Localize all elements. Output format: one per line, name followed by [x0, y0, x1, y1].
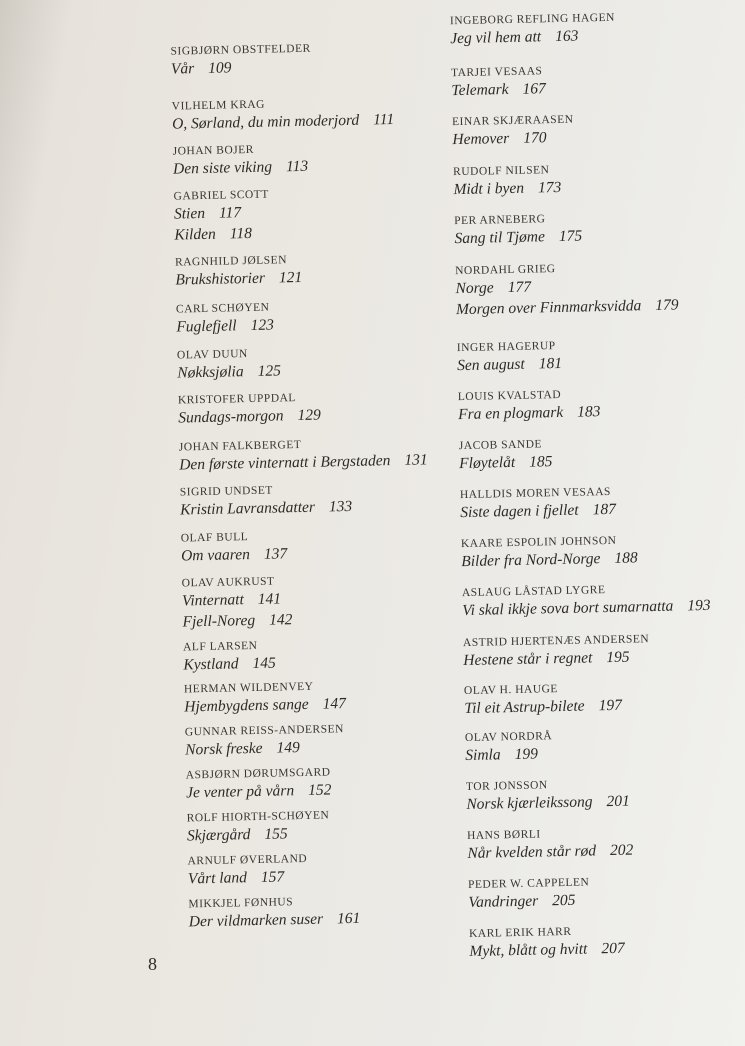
author-name: RUDOLF NILSEN — [452, 164, 550, 179]
poem-title — [468, 889, 590, 913]
poem-page-number: 205 — [551, 891, 576, 910]
poem-title-text: O, Sørland, du min moderjord — [171, 111, 360, 133]
poem-page-number: 185 — [528, 453, 553, 471]
toc-entry — [454, 211, 582, 249]
author-name: OLAV AUKRUST — [181, 575, 275, 590]
author-name: VILHELM KRAG — [171, 98, 266, 113]
author-name: JOHAN BOJER — [172, 143, 255, 158]
author-name: EINAR SKJÆRAASEN — [451, 113, 574, 129]
poem-page-number: 179 — [655, 296, 679, 314]
author-name: ALF LARSEN — [182, 639, 258, 654]
toc-entry — [466, 777, 630, 815]
poem-title — [456, 294, 679, 320]
poem-page-number: 157 — [260, 868, 285, 886]
poem-title-text: Fra en plogmark — [458, 403, 564, 424]
poem-page-number: 175 — [558, 227, 583, 245]
author-name: INGEBORG REFLING HAGEN — [449, 11, 616, 28]
author-name: RAGNHILD JØLSEN — [174, 254, 288, 269]
author-name: MIKKJEL FØNHUS — [188, 896, 294, 911]
poem-title-text: Siste dagen i fjellet — [460, 501, 579, 522]
poem-page-number: 147 — [322, 695, 347, 713]
author-name: KRISTOFER UPPDAL — [177, 392, 297, 407]
author-name: PEDER W. CAPPELEN — [467, 876, 590, 892]
toc-entry — [461, 533, 638, 572]
toc-entry — [464, 681, 622, 719]
poem-title-text: Fjell-Noreg — [182, 611, 256, 631]
toc-entry — [452, 113, 574, 151]
poem-title — [458, 401, 601, 425]
poem-title-text: Sundags-morgon — [178, 407, 284, 427]
poem-title-text: Jeg vil hem att — [450, 28, 542, 48]
poem-page-number: 173 — [537, 178, 562, 197]
author-name: JACOB SANDE — [458, 438, 543, 453]
author-name: ASLAUG LÅSTAD LYGRE — [461, 584, 606, 600]
poem-title-text: Bilder fra Nord-Norge — [461, 550, 601, 571]
poem-title-text: Nøkksjølia — [177, 363, 244, 382]
poem-page-number: 163 — [554, 27, 579, 45]
poem-title-text: Om vaaren — [180, 546, 251, 565]
author-name: ASTRID HJERTENÆS ANDERSEN — [462, 633, 650, 650]
poem-title-text: Vinternatt — [181, 591, 244, 610]
poem-page-number: 201 — [606, 792, 630, 811]
poem-title — [451, 78, 546, 101]
poem-title-text: Sang til Tjøme — [454, 228, 546, 248]
poem-page-number: 133 — [328, 497, 353, 516]
poem-title — [463, 646, 650, 671]
poem-page-number: 177 — [507, 278, 532, 297]
poem-title-text: Hestene står i regnet — [463, 649, 593, 670]
poem-title-text: Skjærgård — [186, 826, 251, 845]
toc-entry — [453, 163, 562, 200]
toc-entry — [451, 64, 546, 101]
poem-title — [452, 127, 574, 151]
author-name: NORDAHL GRIEG — [455, 263, 556, 278]
poem-page-number: 125 — [257, 362, 282, 380]
toc-entry — [459, 437, 553, 474]
author-name: LOUIS KVALSTAD — [457, 388, 562, 404]
poem-title-text: Morgen over Finnmarksvidda — [455, 297, 642, 319]
author-name: HERMAN WILDENVEY — [183, 680, 314, 696]
author-name: OLAV DUUN — [176, 348, 248, 362]
poem-page-number: 118 — [229, 224, 253, 243]
poem-title-text: Fløytelåt — [459, 453, 516, 473]
poem-title — [462, 595, 711, 621]
poem-page-number: 117 — [218, 204, 242, 222]
poem-page-number: 195 — [606, 648, 630, 667]
author-name: SIGBJØRN OBSTFELDER — [170, 42, 311, 58]
author-name: GUNNAR REISS-ANDERSEN — [184, 723, 344, 739]
poem-title-text: Kilden — [174, 225, 216, 244]
poem-title — [464, 695, 622, 719]
poem-title — [450, 25, 615, 49]
poem-page-number: 188 — [614, 549, 638, 567]
toc-entry — [462, 581, 711, 621]
poem-page-number: 155 — [264, 825, 288, 843]
toc-entry — [467, 826, 634, 864]
author-name: HALLDIS MOREN VESAAS — [459, 485, 611, 502]
toc-entry — [463, 632, 650, 671]
poem-title-text: Kristin Lavransdatter — [180, 498, 316, 519]
poem-page-number: 187 — [592, 500, 617, 519]
author-name: CARL SCHØYEN — [175, 301, 270, 316]
poem-page-number: 207 — [601, 939, 625, 958]
poem-page-number: 129 — [297, 406, 322, 425]
author-name: SIGRID UNDSET — [179, 484, 274, 499]
poem-page-number: 193 — [687, 596, 711, 615]
author-name: OLAV H. HAUGE — [463, 683, 559, 698]
toc-entry — [455, 259, 679, 320]
poem-title-text: Midt i byen — [453, 179, 525, 199]
poem-page-number: 170 — [523, 129, 547, 147]
author-name: ARNULF ØVERLAND — [187, 852, 308, 868]
poem-title-text: Norsk kjærleikssong — [466, 793, 593, 814]
poem-title — [465, 743, 553, 766]
poem-title — [454, 225, 582, 249]
poem-page-number: 111 — [373, 110, 395, 129]
poem-title-text: Vårt land — [187, 869, 248, 888]
page-number: 8 — [148, 954, 157, 974]
toc-entry — [457, 339, 563, 376]
poem-title-text: Kystland — [183, 655, 239, 674]
poem-title-text: Hemover — [452, 129, 510, 149]
poem-title-text: Telemark — [451, 80, 509, 100]
poem-title-text: Je venter på vårn — [185, 782, 295, 802]
poem-title-text: Vi skal ikkje sova bort sumarnatta — [462, 597, 674, 620]
poem-page-number: 123 — [250, 316, 275, 334]
poem-page-number: 183 — [577, 403, 601, 421]
poem-title-text: Når kvelden står rød — [467, 842, 597, 863]
poem-title-text: Den første vinternatt i Bergstaden — [179, 452, 391, 474]
poem-page-number: 197 — [598, 696, 623, 715]
toc-entry — [469, 924, 625, 962]
poem-title-text: Norsk freske — [185, 739, 263, 759]
author-name: OLAF BULL — [180, 531, 249, 545]
poem-title-text: Brukshistorier — [175, 269, 266, 289]
toc-entry — [465, 729, 553, 766]
poem-title — [461, 547, 638, 572]
poem-page-number: 161 — [336, 909, 361, 928]
poem-title-text: Stien — [173, 204, 206, 223]
author-name: PER ARNEBERG — [454, 213, 546, 228]
poem-title-text: Fuglefjell — [176, 317, 237, 336]
toc-entry — [468, 875, 590, 913]
author-name: JOHAN FALKBERGET — [178, 438, 302, 454]
poem-page-number: 181 — [538, 354, 563, 373]
poem-page-number: 202 — [609, 841, 634, 860]
poem-title-text: Mykt, blått og hvitt — [469, 940, 588, 960]
poem-title-text: Simla — [465, 746, 501, 765]
author-name: HANS BØRLI — [466, 828, 541, 843]
author-name: OLAV NORDRÅ — [464, 730, 553, 745]
poem-page-number: 199 — [514, 745, 539, 764]
poem-page-number: 113 — [285, 157, 309, 176]
toc-entry — [460, 485, 616, 523]
author-name: GABRIEL SCOTT — [173, 188, 269, 203]
poem-title-text: Den siste viking — [172, 158, 273, 178]
poem-title-text: Der vildmarken suser — [188, 910, 324, 931]
poem-title-text: Norge — [455, 279, 494, 298]
poem-title-text: Hjembygdens sange — [184, 695, 309, 716]
toc-entry — [458, 387, 601, 425]
poem-title-text: Sen august — [456, 355, 525, 375]
poem-title — [466, 791, 630, 815]
poem-page-number: 109 — [208, 59, 232, 77]
author-name: KAARE ESPOLIN JOHNSON — [460, 534, 617, 551]
poem-title — [459, 451, 553, 474]
author-name: TOR JONSSON — [465, 779, 548, 794]
poem-page-number: 131 — [404, 451, 428, 469]
poem-title — [467, 840, 633, 864]
poem-page-number: 167 — [522, 80, 546, 98]
toc-entry — [450, 11, 616, 49]
poem-page-number: 145 — [252, 654, 276, 673]
author-name: INGER HAGERUP — [456, 340, 556, 355]
poem-page-number: 152 — [307, 781, 332, 799]
author-name: TARJEI VESAAS — [450, 65, 543, 80]
poem-page-number: 137 — [263, 545, 288, 563]
poem-title-text: Til eit Astrup-bilete — [464, 697, 585, 718]
poem-title — [460, 499, 616, 523]
poem-title-text: Vår — [170, 60, 195, 78]
author-name: ASBJØRN DØRUMSGARD — [185, 766, 331, 782]
author-name: KARL ERIK HARR — [468, 925, 572, 940]
poem-title-text: Vandringer — [468, 892, 539, 912]
poem-page-number: 121 — [278, 268, 303, 287]
poem-title — [457, 353, 562, 376]
poem-page-number: 149 — [276, 739, 300, 757]
poem-title — [453, 177, 561, 200]
author-name: ROLF HIORTH-SCHØYEN — [186, 809, 330, 825]
poem-title — [469, 938, 625, 962]
poem-page-number: 141 — [257, 590, 282, 608]
poem-page-number: 142 — [268, 611, 293, 629]
